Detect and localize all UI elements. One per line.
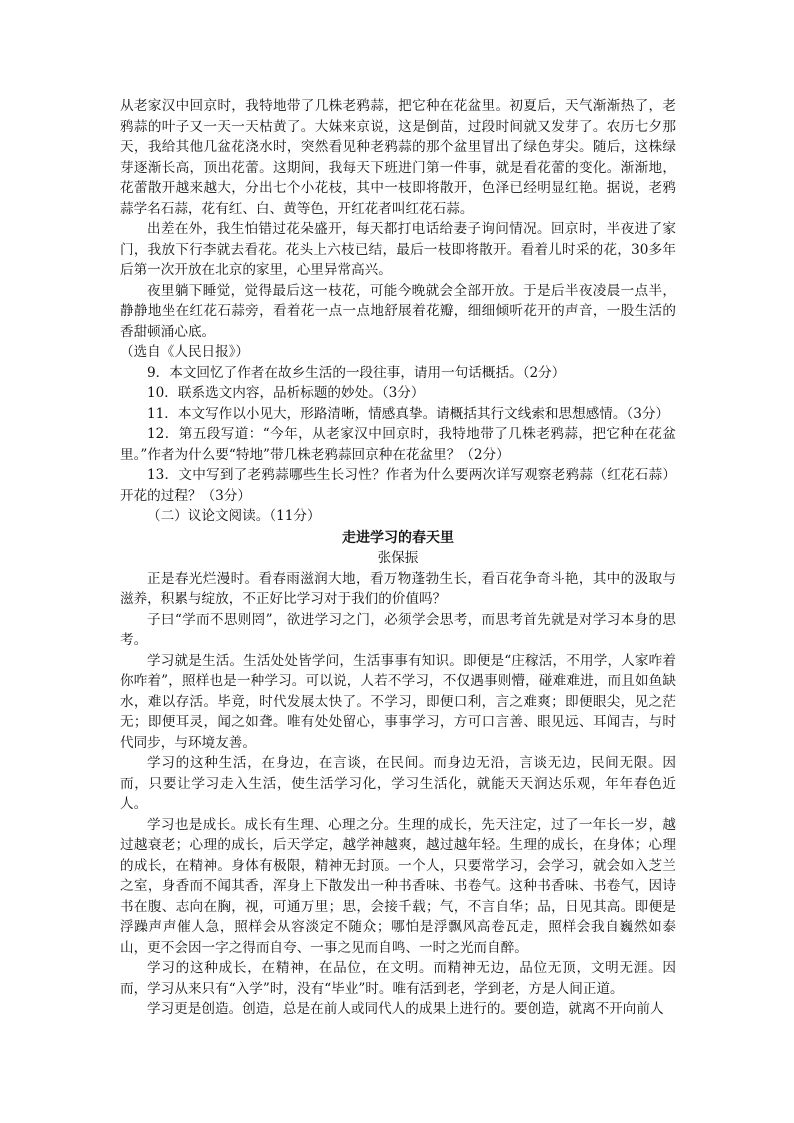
essay-paragraph: 学习的这种成长，在精神，在品位，在文明。而精神无边，品位无顶，文明无涯。因而，学习从来只有“入学”时，没有“毕业”时。唯有活到老，学到老，方是人间正道。 (120, 960, 676, 997)
document-page (120, 96, 676, 1020)
essay-paragraph: 学习的这种生活，在身边，在言谈，在民间。而身边无沿，言谈无边，民间无限。因而，只要让学习走入生活，使生活学习化，学习生活化，就能天天润达乐观，年年春色近人。 (120, 755, 676, 812)
essay-paragraph: 学习也是成长。成长有生理、心理之分。生理的成长，先天注定，过了一年长一岁，越过越衰老；心理的成长，后天学定，越学神越爽，越过越年轻。生理的成长，在身体；心理的成长，在精神。身体有极限，精神无封顶。一个人，只要常学习，会学习，就会如入芝兰之室，身香而不闻其香，浑身上下散发出一种书香味、书卷气。这种书香味、书卷气，因诗书在腹、志向在胸，视，可通万里；思，会接千载；气，不言自华；品，日见其高。即便是浮躁声声催人急，照样会从容淡定不随众；哪怕是浮飘风高卷瓦走，照样会我自巍然如泰山，更不会因一字之得而自夸、一事之见而自鸣、一时之光而自醉。 (120, 816, 676, 956)
passage1-paragraph: 出差在外，我生怕错过花朵盛开，每天都打电话给妻子询问情况。回京时，半夜进了家门，我放下行李就去看花。花头上六枝已结，最后一枝即将散开。看着儿时采的花，30多年后第一次开放在北京的家里，心里异常高兴。 (120, 221, 676, 278)
essay-paragraph: 正是春光烂漫时。看春雨滋润大地，看万物蓬勃生长，看百花争奇斗艳，其中的汲取与滋养，积累与绽放，不正好比学习对于我们的价值吗？ (120, 570, 676, 607)
question-12: 12．第五段写道：“今年，从老家汉中回京时，我特地带了几株老鸦蒜，把它种在花盆里。”作者为什么要“特地”带几株老鸦蒜回京种在花盆里？（2分） (120, 426, 676, 463)
passage1-paragraph: 从老家汉中回京时，我特地带了几株老鸦蒜，把它种在花盆里。初夏后，天气渐渐热了，老鸦蒜的叶子又一天一天枯黄了。大妹来京说，这是倒苗，过段时间就又发芽了。农历七夕那天，我给其他几盆花浇水时，突然看见种老鸦蒜的那个盆里冒出了绿色芽尖。随后，这株绿芽逐渐长高，顶出花蕾。这期间，我每天下班进门第一件事，就是看花蕾的变化。渐渐地，花蕾散开越来越大，分出七个小花枝，其中一枝即将散开，色泽已经明显红艳。据说，老鸦蒜学名石蒜，花有红、白、黄等色，开红花者叫红花石蒜。 (120, 98, 676, 217)
essay-author: 张保振 (377, 550, 419, 566)
section-heading: （二）议论文阅读。（11分） (147, 508, 321, 524)
essay-paragraph: 学习就是生活。生活处处皆学问，生活事事有知识。即便是“庄稼活，不用学，人家咋着你咋着”，照样也是一种学习。可以说，人若不学习，不仅遇事则懵，碰难难进，而且如鱼缺水，难以存活。毕竟，时代发展太快了。不学习，即便口利，言之难爽；即便眼尖，见之茫无；即便耳灵，闻之如聋。唯有处处留心，事事学习，方可口言善、眼见远、耳闻吉，与时代同步，与环境友善。 (120, 652, 676, 751)
essay-paragraph: 子曰“学而不思则罔”，欲进学习之门，必须学会思考，而思考首先就是对学习本身的思考。 (120, 611, 676, 648)
essay-title: 走进学习的春天里 (342, 529, 454, 546)
essay-paragraph: 学习更是创造。创造，总是在前人或同代人的成果上进行的。要创造，就离不开向前人 (147, 1001, 664, 1017)
passage1-source: （选自《人民日报》） (120, 344, 250, 360)
question-9: 9．本文回忆了作者在故乡生活的一段往事，请用一句话概括。（2分） (147, 364, 566, 381)
question-10: 10．联系选文内容，品析标题的妙处。（3分） (147, 385, 425, 401)
passage1-paragraph: 夜里躺下睡觉，觉得最后这一枝花，可能今晚就会全部开放。于是后半夜凌晨一点半，静静地坐在红花石蒜旁，看着花一点一点地舒展着花瓣，细细倾听花开的声音，一股生活的香甜顿涌心底。 (120, 282, 676, 340)
question-11: 11．本文写作以小见大，形路清晰，情感真挚。请概括其行文线索和思想感情。（3分） (147, 405, 670, 422)
question-13: 13．文中写到了老鸦蒜哪些生长习性？作者为什么要两次详写观察老鸦蒜（红花石蒜）开花的过程？（3分） (120, 467, 676, 504)
